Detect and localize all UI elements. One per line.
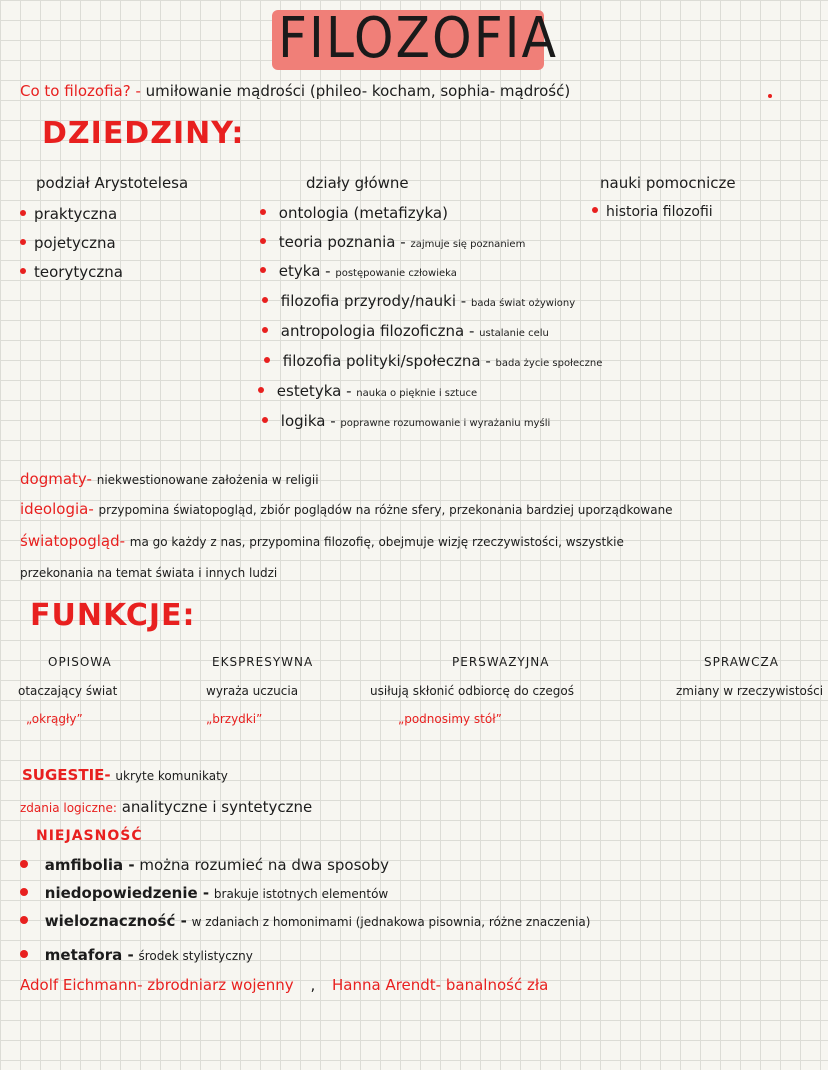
dziedziny-heading: DZIEDZINY:	[42, 116, 245, 151]
intro-line	[20, 82, 570, 100]
definition-text: ma go każdy z nas, przypomina filozofię, obejmuje wizję rzeczywistości, wszystkie	[129, 535, 624, 549]
intro-question: Co to filozofia? -	[20, 82, 141, 100]
col3-header: nauki pomocnicze	[600, 174, 736, 192]
funkcja-name: SPRAWCZA	[704, 655, 779, 669]
niejasnosc-desc: środek stylistyczny	[138, 949, 253, 963]
definition-line	[20, 500, 673, 518]
definition-line	[20, 470, 319, 488]
footer-left: Adolf Eichmann- zbrodniarz wojenny	[20, 976, 294, 994]
col2-desc: postępowanie człowieka	[335, 268, 457, 279]
col2-item	[260, 233, 525, 251]
definition-term: ideologia-	[20, 500, 94, 518]
niejasnosc-heading: NIEJASNOŚĆ	[36, 828, 143, 844]
col2-item	[262, 412, 550, 430]
funkcja-desc: wyraża uczucia	[206, 684, 299, 698]
zdania-line	[20, 798, 312, 816]
col1-item: teorytyczna	[20, 263, 123, 281]
col2-term: filozofia polityki/społeczna -	[282, 352, 491, 370]
sugestie-term: SUGESTIE-	[22, 766, 111, 784]
sugestie-text: ukryte komunikaty	[115, 769, 228, 783]
definition-text: przypomina światopogląd, zbiór poglądów na różne sfery, przekonania bardziej uporządkowane	[98, 503, 673, 517]
funkcja-desc: zmiany w rzeczywistości	[676, 684, 824, 698]
col2-item	[262, 322, 549, 340]
col2-term: filozofia przyrody/nauki -	[280, 292, 467, 310]
col2-item	[260, 204, 448, 222]
funkcja-name: PERSWAZYJNA	[452, 655, 550, 669]
col2-item	[262, 292, 575, 310]
definition-text: niekwestionowane założenia w religii	[96, 473, 319, 487]
col2-term: antropologia filozoficzna -	[280, 322, 475, 340]
col2-item	[258, 382, 477, 400]
funkcja-name: EKSPRESYWNA	[212, 655, 314, 669]
funkcja-example: „podnosimy stół”	[398, 712, 502, 726]
col2-item	[264, 352, 602, 370]
funkcja-desc: otaczający świat	[18, 684, 118, 698]
footer-line	[20, 976, 548, 994]
footer-right: Hanna Arendt- banalność zła	[332, 976, 549, 994]
col2-desc: zajmuje się poznaniem	[410, 239, 526, 250]
niejasnosc-desc: brakuje istotnych elementów	[213, 887, 389, 901]
col2-desc: bada świat ożywiony	[470, 298, 576, 309]
col2-desc: poprawne rozumowanie i wyrażaniu myśli	[340, 418, 551, 429]
niejasnosc-item	[20, 912, 590, 930]
niejasnosc-term: niedopowiedzenie -	[44, 884, 210, 902]
col2-term: ontologia (metafizyka)	[278, 204, 448, 222]
col2-header: działy główne	[306, 174, 409, 192]
page-title: FILOZOFIA	[278, 6, 558, 71]
funkcja-example: „brzydki”	[206, 712, 263, 726]
intro-answer: umiłowanie mądrości (phileo- kocham, sophia- mądrość)	[145, 82, 571, 100]
sugestie-line	[22, 766, 228, 784]
col2-desc: bada życie społeczne	[495, 358, 603, 369]
funkcja-desc: usiłują skłonić odbiorcę do czegoś	[370, 684, 574, 698]
footer-separator: ,	[310, 976, 316, 994]
zdania-text: analityczne i syntetyczne	[121, 798, 313, 816]
niejasnosc-desc: można rozumieć na dwa sposoby	[139, 856, 389, 874]
definition-continuation: przekonania na temat świata i innych ludzi	[20, 566, 278, 580]
niejasnosc-term: metafora -	[44, 946, 134, 964]
col2-term: estetyka -	[276, 382, 352, 400]
niejasnosc-term: amfibolia -	[44, 856, 135, 874]
col2-term: logika -	[280, 412, 336, 430]
col2-desc: nauka o pięknie i sztuce	[356, 388, 478, 399]
niejasnosc-item	[20, 946, 253, 964]
funkcje-heading: FUNKCJE:	[30, 598, 196, 633]
col3-item: historia filozofii	[592, 204, 713, 220]
col2-item	[260, 262, 457, 280]
funkcja-name: OPISOWA	[48, 655, 112, 669]
definition-term: światopogląd-	[20, 532, 126, 550]
niejasnosc-item	[20, 884, 388, 902]
col1-item: pojetyczna	[20, 234, 116, 252]
niejasnosc-desc: w zdaniach z homonimami (jednakowa pisownia, różne znaczenia)	[191, 915, 591, 929]
zdania-term: zdania logiczne:	[20, 801, 117, 815]
niejasnosc-term: wieloznaczność -	[44, 912, 187, 930]
stray-dot	[768, 94, 772, 98]
col2-desc: ustalanie celu	[479, 328, 549, 339]
definition-term: dogmaty-	[20, 470, 92, 488]
funkcja-example: „okrągły”	[26, 712, 83, 726]
col2-term: etyka -	[278, 262, 331, 280]
niejasnosc-item	[20, 856, 389, 874]
col1-header: podział Arystotelesa	[36, 174, 189, 192]
col2-term: teoria poznania -	[278, 233, 406, 251]
col1-item: praktyczna	[20, 205, 117, 223]
definition-line	[20, 532, 624, 550]
